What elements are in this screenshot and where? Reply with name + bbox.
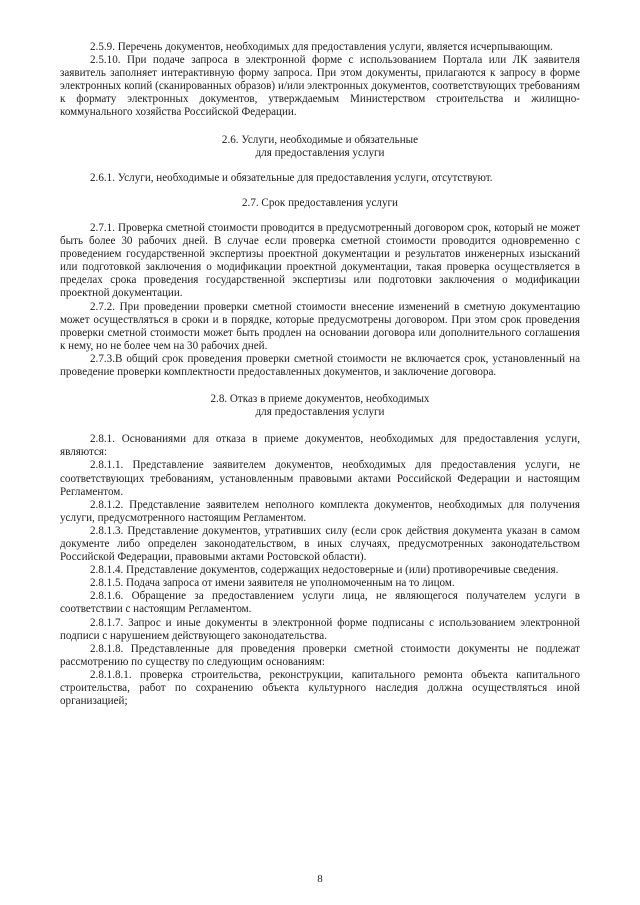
section-heading-2-8-line1: 2.8. Отказ в приеме документов, необходимых: [210, 393, 430, 406]
paragraph-2-7-2: 2.7.2. При проведении проверки сметной стоимости внесение изменений в сметную документацию может осуществляться в сроки и в порядке, которые предусмотрены договором. При этом срок проведения проверки сметной стоимости может быть продлен на основании договора или дополнительного соглашения к нему, но не более чем на 30 рабочих дней.: [60, 300, 580, 352]
paragraph-2-8-1-3: 2.8.1.3. Представление документов, утративших силу (если срок действия документа указан в самом документе либо определен законодательством, в иных случаях, предусмотренных законодательством Российской Федерации, правовыми актами Ростовской области).: [60, 524, 580, 564]
section-heading-2-7-line1: 2.7. Срок предоставления услуги: [242, 196, 398, 209]
paragraph-2-5-10: 2.5.10. При подаче запроса в электронной форме с использованием Портала или ЛК заявителя заявитель заполняет интерактивную форму запроса. При этом документы, прилагаются к запросу в форме электронных копий (сканированных образов) и/или электронных документов, соответствующих требованиям к формату электронных документов, утверждаемым Министерством строительства и жилищно-коммунального хозяйства Российской Федерации.: [60, 54, 580, 119]
paragraph-2-8-1-5: 2.8.1.5. Подача запроса от имени заявителя не уполномоченным на то лицом.: [90, 577, 455, 590]
paragraph-2-8-1-1: 2.8.1.1. Представление заявителем документов, необходимых для предоставления услуги, не соответствующих требованиям, установленным правовыми актами Российской Федерации и настоящим Регламентом.: [60, 459, 580, 498]
paragraph-2-8-1-2: 2.8.1.2. Представление заявителем неполного комплекта документов, необходимых для получения услуги, предусмотренного настоящим Регламентом.: [60, 498, 580, 524]
paragraph-2-7-3: 2.7.3.В общий срок проведения проверки сметной стоимости не включается срок, установленный на проведение проверки комплектности предоставленных документов, и заключение договора.: [60, 352, 580, 378]
page-number: 8: [317, 873, 323, 885]
section-heading-2-8: [60, 393, 580, 419]
paragraph-2-8-1-7: 2.8.1.7. Запрос и иные документы в электронной форме подписаны с использованием электронной подписи с нарушением действующего законодательства.: [60, 616, 580, 642]
paragraph-2-8-1-8-1: 2.8.1.8.1. проверка строительства, реконструкции, капитального ремонта объекта капитального строительства, работ по сохранению объекта культурного наследия должна осуществляться иной организацией;: [60, 668, 580, 708]
paragraph-2-6-1: 2.6.1. Услуги, необходимые и обязательные для предоставления услуги, отсутствуют.: [90, 171, 493, 184]
section-heading-2-8-line2: для предоставления услуги: [255, 406, 385, 419]
section-heading-2-6: [60, 134, 580, 160]
paragraph-2-8-1: 2.8.1. Основаниями для отказа в приеме документов, необходимых для предоставления услуги, являются:: [60, 433, 580, 459]
paragraph-2-8-1-6: 2.8.1.6. Обращение за предоставлением услуги лица, не являющегося получателем услуги в соответствии с настоящим Регламентом.: [60, 590, 580, 616]
document-body: [60, 41, 580, 708]
paragraph-2-8-1-8: 2.8.1.8. Представленные для проведения проверки сметной стоимости документы не подлежат рассмотрению по существу по следующим основаниям:: [60, 642, 580, 668]
paragraph-2-8-1-4: 2.8.1.4. Представление документов, содержащих недостоверные и (или) противоречивые сведения.: [90, 564, 559, 577]
section-heading-2-6-line1: 2.6. Услуги, необходимые и обязательные: [221, 133, 419, 146]
section-heading-2-6-line2: для предоставления услуги: [255, 146, 385, 159]
paragraph-2-5-9: 2.5.9. Перечень документов, необходимых для предоставления услуги, является исчерпывающим.: [90, 41, 553, 53]
paragraph-2-7-1: 2.7.1. Проверка сметной стоимости проводится в предусмотренный договором срок, который не может быть более 30 рабочих дней. В случае если проверка сметной стоимости проводится одновременно с проведением государственной экспертизы проектной документации и результатов инженерных изысканий или подготовкой заключения о модификации проектной документации, такая проверка осуществляется в пределах срока проведения государственной экспертизы или подготовки заключения о модификации проектной документации.: [60, 221, 580, 300]
section-heading-2-7: [60, 197, 580, 210]
